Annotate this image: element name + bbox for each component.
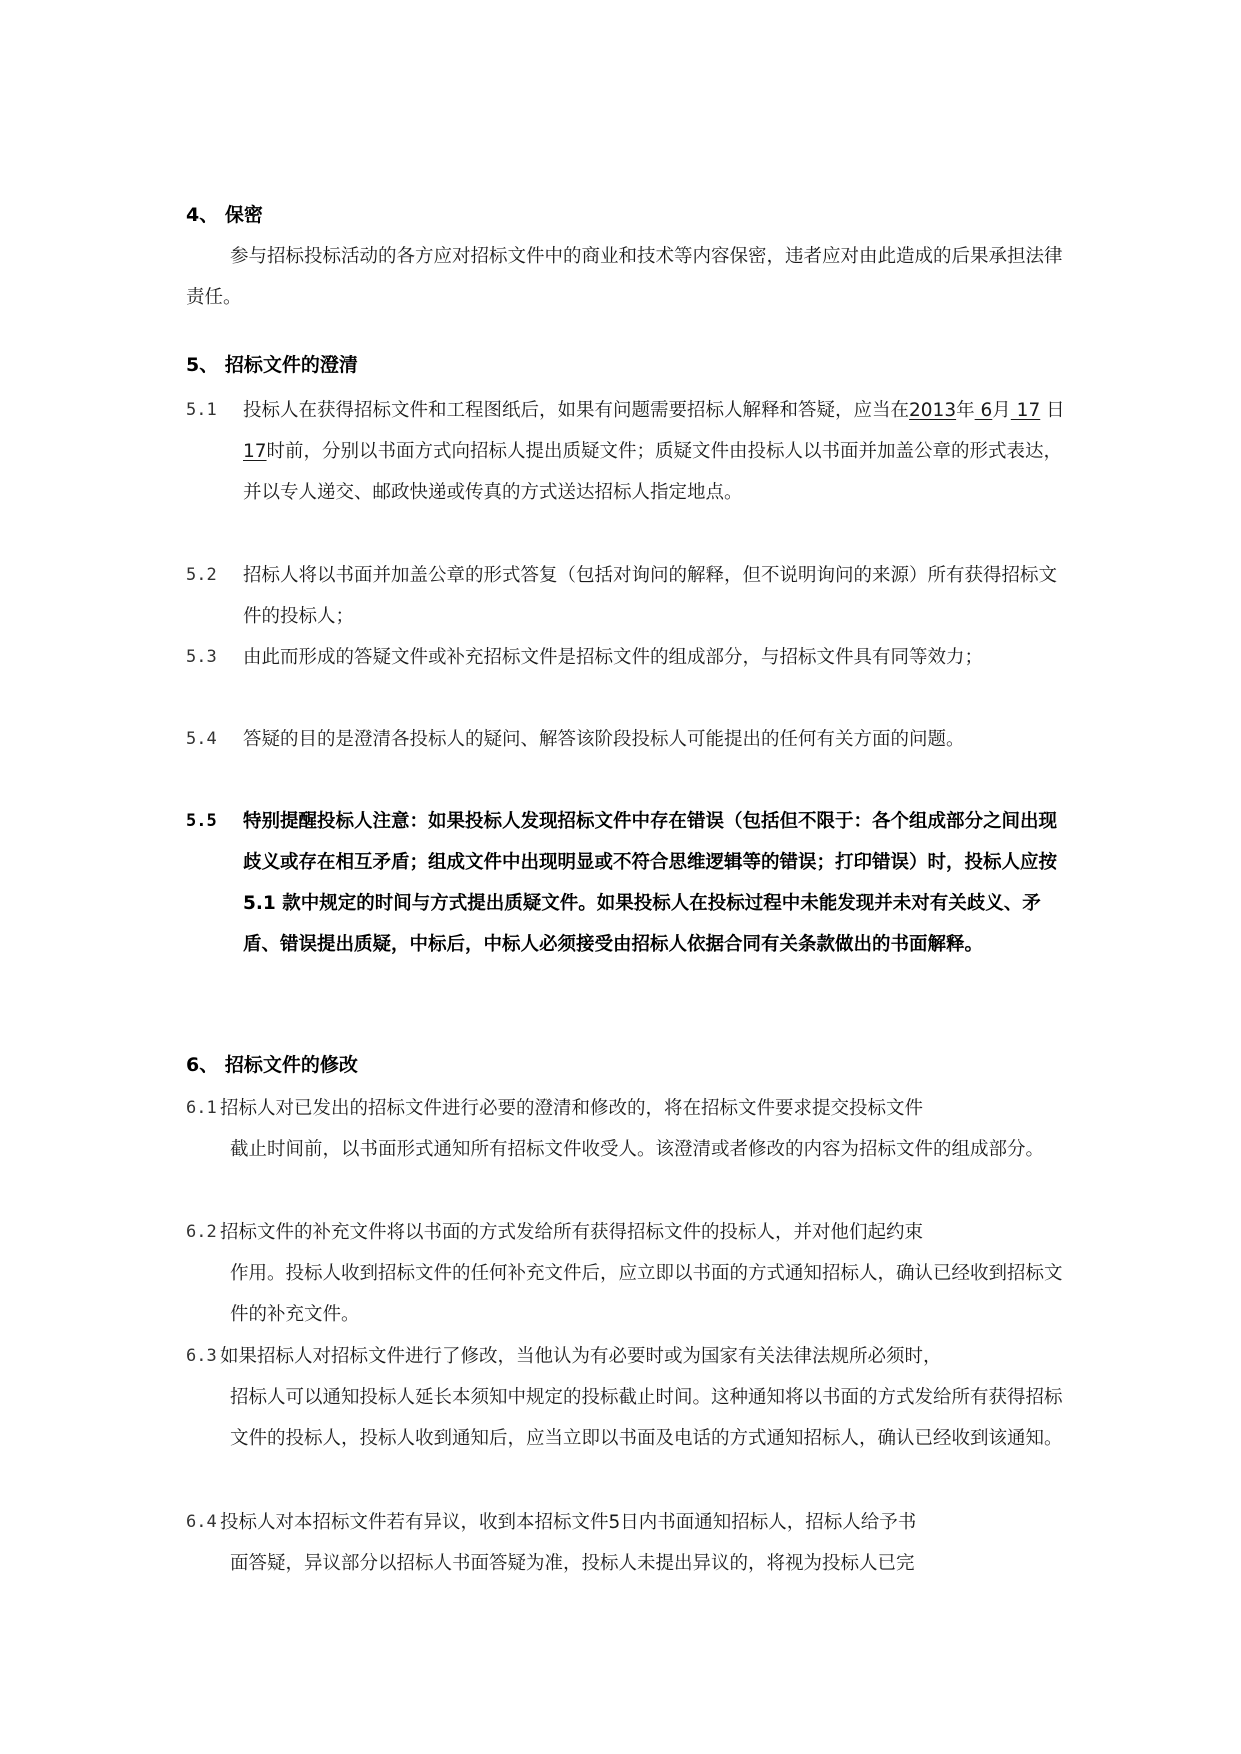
clause-number: 6.4	[186, 1512, 217, 1532]
clause-number: 6.2	[186, 1222, 217, 1242]
clause-number: 5.5	[186, 811, 217, 831]
section-5-heading: 5、 招标文件的澄清	[186, 354, 358, 376]
clause-5-2	[186, 555, 1066, 637]
clause-body: 如果招标人对招标文件进行了修改，当他认为有必要时或为国家有关法律法规所必须时， 招标人可以通知投标人延长本须知中规定的投标截止时间。这种通知将以书面的方式发给所有获得招标文件的投标人，投标人收到通知后，应当立即以书面及电话的方式通知招标人，确认已经收到该通知。	[220, 1346, 1063, 1449]
clause-number: 5.2	[186, 565, 217, 585]
clause-number: 5.1	[186, 400, 217, 420]
clause-body: 招标人将以书面并加盖公章的形式答复（包括对询问的解释，但不说明询问的来源）所有获得招标文件的投标人；	[243, 565, 1058, 627]
clause-body: 由此而形成的答疑文件或补充招标文件是招标文件的组成部分，与招标文件具有同等效力；	[243, 647, 984, 668]
section-4-heading: 4、 保密	[186, 204, 263, 226]
clause-body: 招标人对已发出的招标文件进行必要的澄清和修改的，将在招标文件要求提交投标文件 截止时间前，以书面形式通知所有招标文件收受人。该澄清或者修改的内容为招标文件的组成部分。	[220, 1098, 1045, 1160]
section-4-paragraph: 参与招标投标活动的各方应对招标文件中的商业和技术等内容保密，违者应对由此造成的后果承担法律责任。	[186, 246, 1063, 308]
clause-body: 投标人对本招标文件若有异议，收到本招标文件5日内书面通知招标人，招标人给予书 面答疑，异议部分以招标人书面答疑为准，投标人未提出异议的，将视为投标人已完	[220, 1512, 917, 1574]
clause-5-4	[186, 719, 1066, 760]
day-field: 17	[1010, 400, 1041, 421]
clause-body: 投标人在获得招标文件和工程图纸后，如果有问题需要招标人解释和答疑，应当在2013年 6月 17 日17时前，分别以书面方式向招标人提出质疑文件；质疑文件由投标人以书面并加盖公章的形式表达，并以专人递交、邮政快递或传真的方式送达招标人指定地点。	[243, 400, 1065, 503]
clause-6-2	[186, 1212, 1066, 1335]
clause-5-5	[186, 801, 1066, 965]
clause-6-1	[186, 1088, 1066, 1170]
year-field: 2013	[909, 400, 957, 421]
clause-6-4	[186, 1502, 1066, 1584]
hour-field: 17	[243, 441, 267, 462]
clause-body: 特别提醒投标人注意：如果投标人发现招标文件中存在错误（包括但不限于：各个组成部分之间出现歧义或存在相互矛盾；组成文件中出现明显或不符合思维逻辑等的错误；打印错误）时，投标人应按5.1 款中规定的时间与方式提出质疑文件。如果投标人在投标过程中未能发现并未对有关歧义、矛盾、错误提出质疑，中标后，中标人必须接受由招标人依据合同有关条款做出的书面解释。	[243, 811, 1058, 955]
clause-number: 6.1	[186, 1098, 217, 1118]
clause-6-3	[186, 1336, 1066, 1459]
clause-number: 6.3	[186, 1346, 217, 1366]
clause-body: 答疑的目的是澄清各投标人的疑问、解答该阶段投标人可能提出的任何有关方面的问题。	[243, 729, 965, 750]
month-field: 6	[974, 400, 993, 421]
clause-5-1	[186, 390, 1066, 513]
clause-body: 招标文件的补充文件将以书面的方式发给所有获得招标文件的投标人，并对他们起约束 作用。投标人收到招标文件的任何补充文件后，应立即以书面的方式通知招标人，确认已经收到招标文件的补充文件。	[220, 1222, 1063, 1325]
section-6-heading: 6、 招标文件的修改	[186, 1054, 358, 1076]
clause-number: 5.3	[186, 647, 217, 667]
clause-5-3	[186, 637, 1066, 678]
clause-number: 5.4	[186, 729, 217, 749]
